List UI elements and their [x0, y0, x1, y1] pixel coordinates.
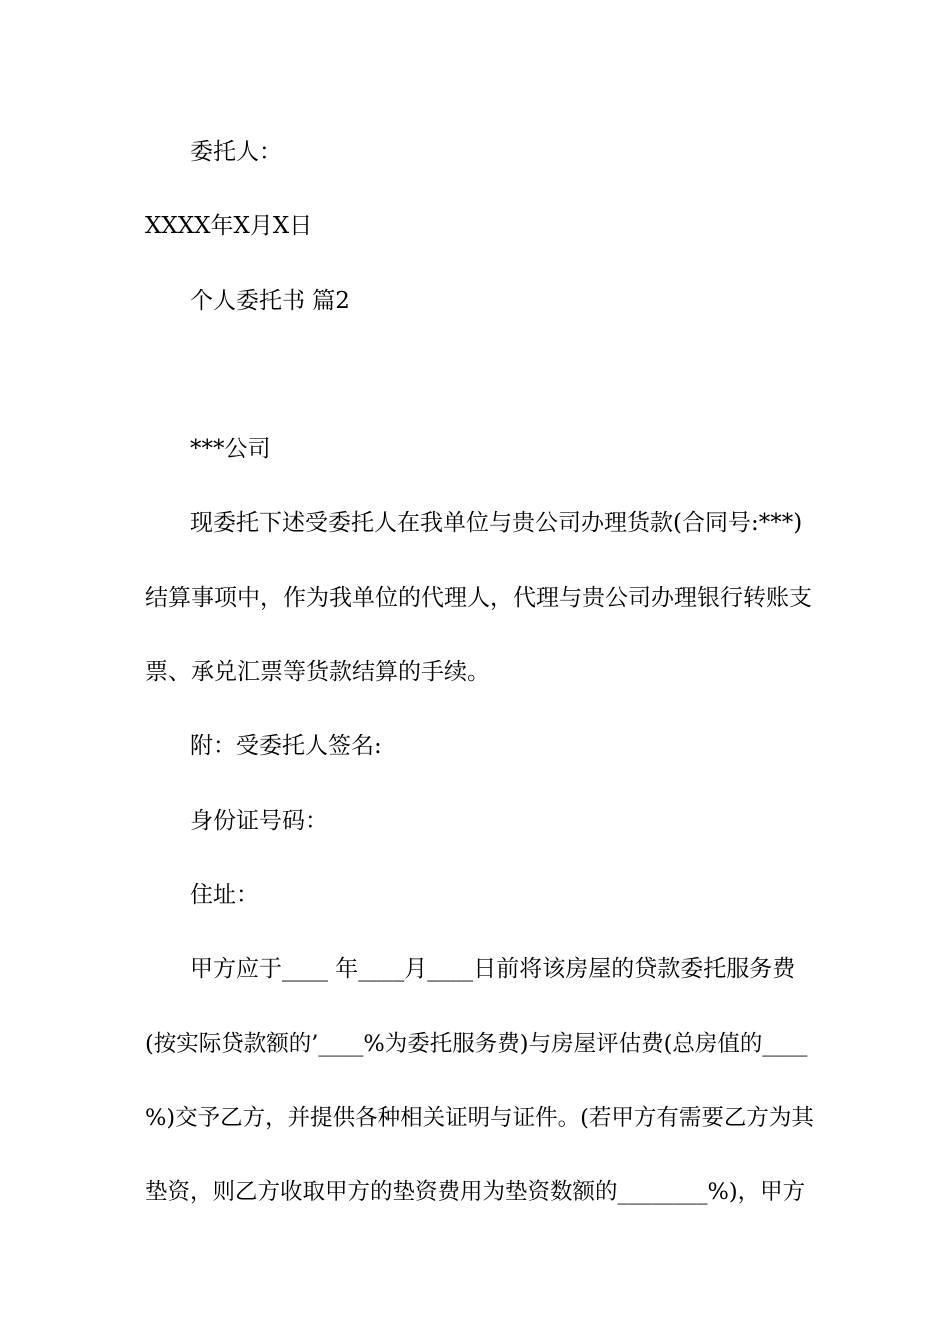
- paragraph-line: 票、承兑汇票等货款结算的手续。: [145, 659, 490, 685]
- section-heading: 个人委托书 篇2: [190, 288, 350, 314]
- id-number-label: 身份证号码：: [190, 808, 328, 834]
- paragraph-line: (按实际贷款额的’____%为委托服务费)与房屋评估费(总房值的____: [145, 1031, 808, 1057]
- date-line: XXXX年X月X日: [145, 213, 313, 239]
- principal-label: 委托人：: [190, 139, 282, 165]
- paragraph-line: 垫资，则乙方收取甲方的垫资费用为垫资数额的________%)，甲方: [145, 1179, 806, 1205]
- paragraph-line: 结算事项中，作为我单位的代理人，代理与贵公司办理银行转账支: [145, 585, 812, 611]
- company-line: ***公司: [190, 436, 271, 462]
- signature-label: 附：受委托人签名:: [190, 733, 382, 759]
- paragraph-line: 甲方应于____ 年____月____日前将该房屋的贷款委托服务费: [190, 956, 796, 982]
- address-label: 住址：: [190, 882, 259, 908]
- paragraph-line: 现委托下述受委托人在我单位与贵公司办理货款(合同号:***): [190, 510, 803, 536]
- paragraph-line: %)交予乙方，并提供各种相关证明与证件。(若甲方有需要乙方为其: [145, 1105, 814, 1131]
